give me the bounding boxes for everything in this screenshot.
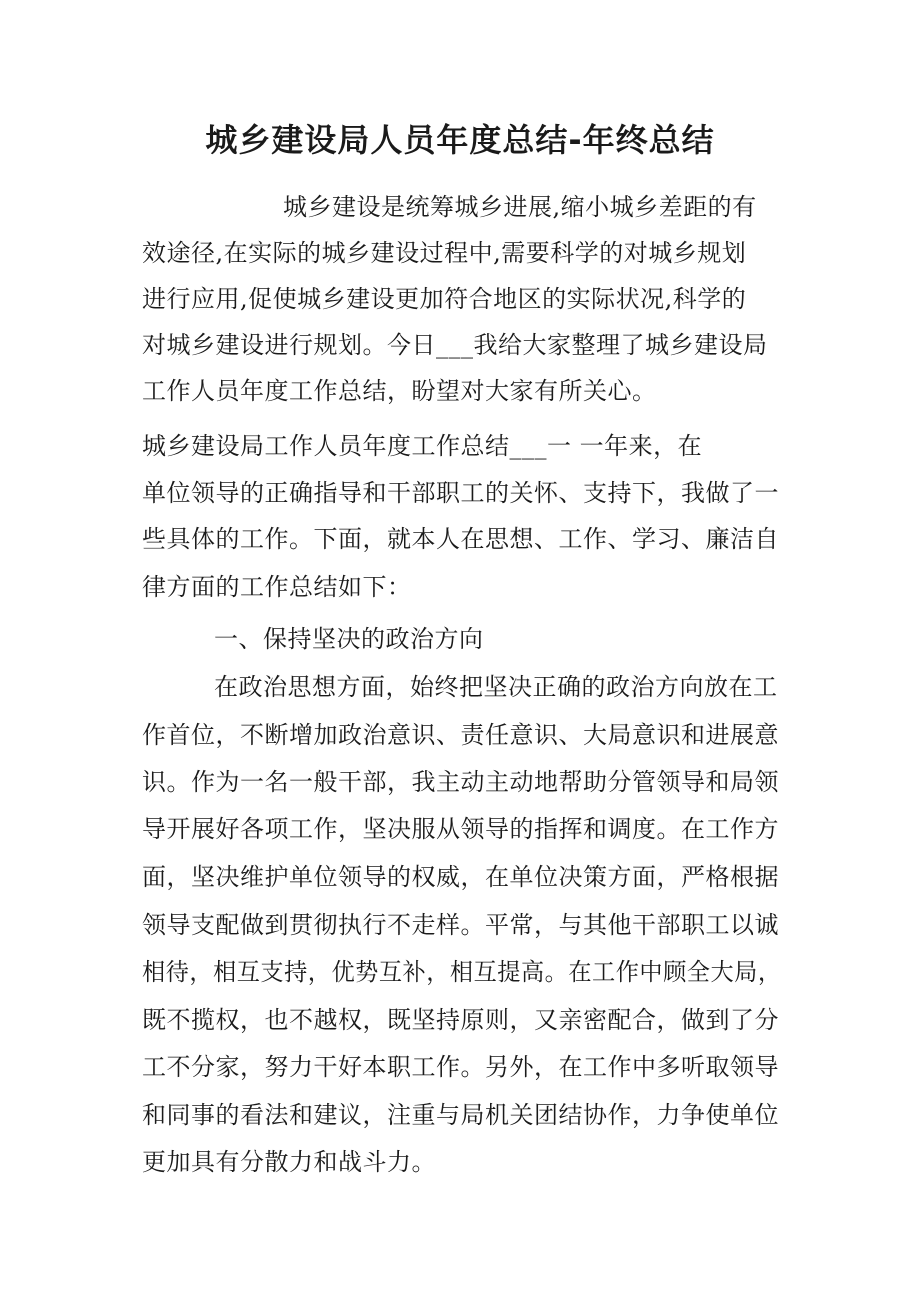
body-line-6: 城乡建设局工作人员年度工作总结___一 一年来，在 <box>142 432 703 460</box>
body-line-9: 律方面的工作总结如下： <box>142 573 412 601</box>
body-line-3: 进行应用,促使城乡建设更加符合地区的实际状况,科学的 <box>142 285 747 313</box>
body-line-11: 在政治思想方面，始终把坚决正确的政治方向放在工 <box>214 673 778 701</box>
body-line-5: 工作人员年度工作总结，盼望对大家有所关心。 <box>142 377 657 405</box>
body-line-12: 作首位，不断增加政治意识、责任意识、大局意识和进展意 <box>142 721 779 749</box>
body-line-14: 导开展好各项工作，坚决服从领导的指挥和调度。在工作方 <box>142 815 779 843</box>
body-line-1: 城乡建设是统筹城乡进展,缩小城乡差距的有 <box>283 193 757 221</box>
body-line-16: 领导支配做到贯彻执行不走样。平常，与其他干部职工以诚 <box>142 911 779 939</box>
document-title: 城乡建设局人员年度总结-年终总结 <box>205 121 715 159</box>
body-line-20: 和同事的看法和建议，注重与局机关团结协作，力争使单位 <box>142 1101 779 1129</box>
body-line-18: 既不揽权，也不越权，既坚持原则，又亲密配合，做到了分 <box>142 1006 779 1034</box>
section-heading-1: 一、保持坚决的政治方向 <box>214 625 484 653</box>
body-line-19: 工不分家，努力干好本职工作。另外，在工作中多听取领导 <box>142 1053 779 1081</box>
body-line-7: 单位领导的正确指导和干部职工的关怀、支持下，我做了一 <box>142 479 779 507</box>
body-line-15: 面，坚决维护单位领导的权威，在单位决策方面，严格根据 <box>142 863 779 891</box>
body-line-21: 更加具有分散力和战斗力。 <box>142 1148 436 1176</box>
body-line-13: 识。作为一名一般干部，我主动主动地帮助分管领导和局领 <box>142 768 779 796</box>
body-line-8: 些具体的工作。下面，就本人在思想、工作、学习、廉洁自 <box>142 525 779 553</box>
body-line-4: 对城乡建设进行规划。今日___我给大家整理了城乡建设局 <box>142 331 768 359</box>
body-line-17: 相待，相互支持，优势互补，相互提高。在工作中顾全大局， <box>142 958 782 986</box>
body-line-2: 效途径,在实际的城乡建设过程中,需要科学的对城乡规划 <box>142 239 747 267</box>
